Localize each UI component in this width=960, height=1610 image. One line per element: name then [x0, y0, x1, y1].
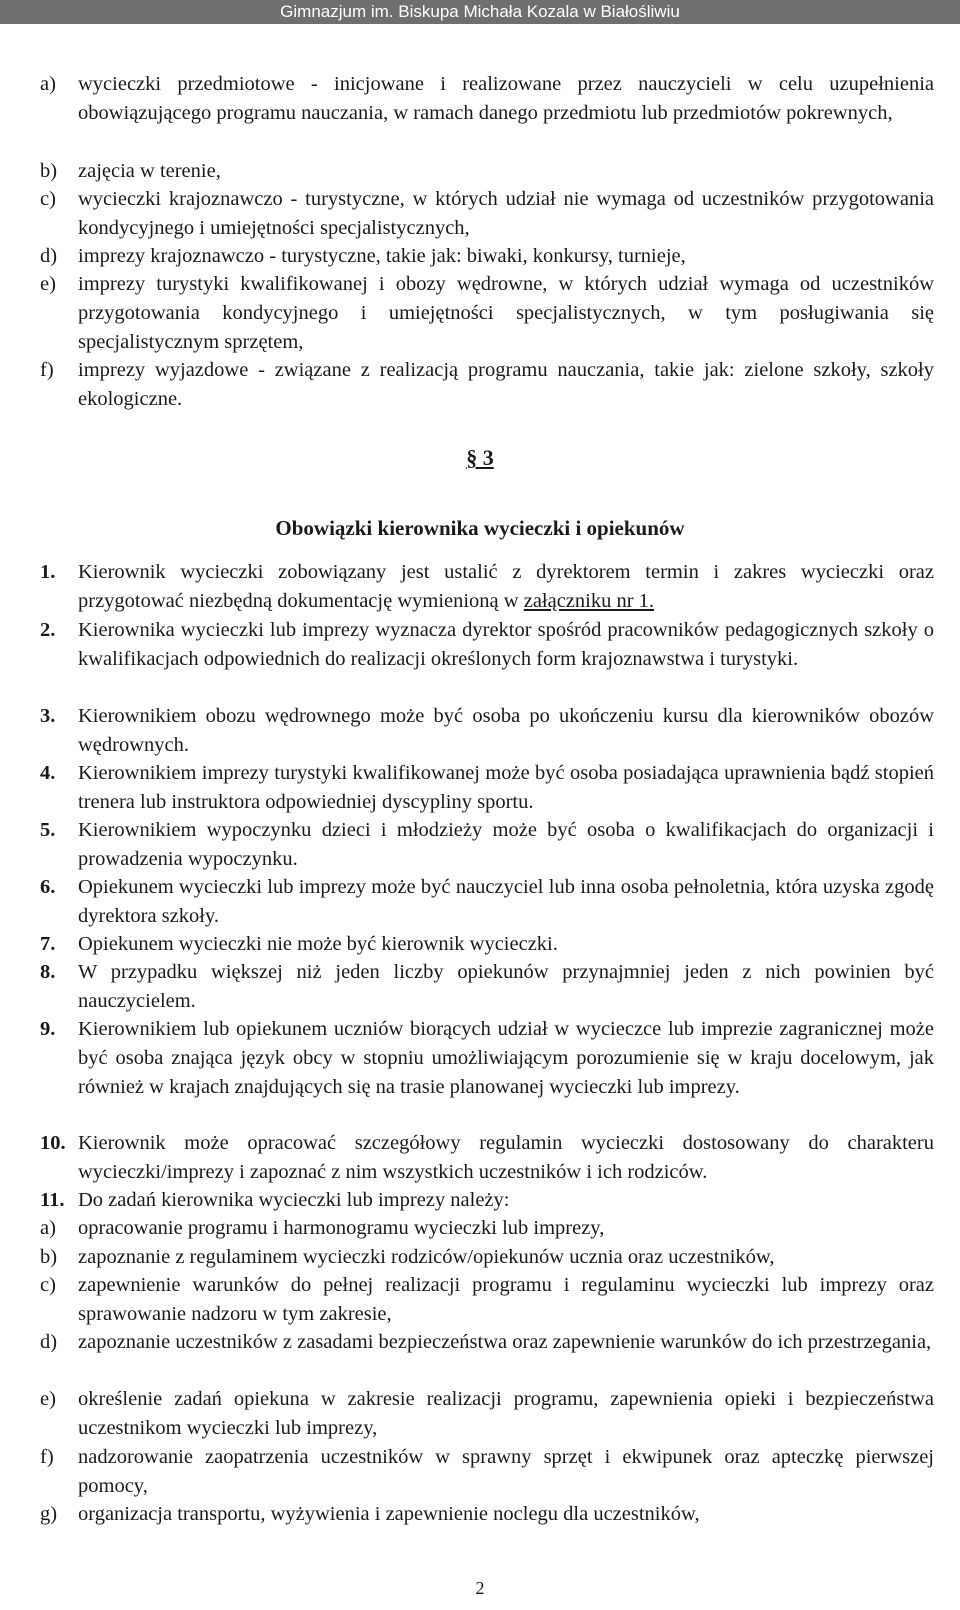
numbered-item: [40, 873, 934, 931]
numbered-item-label: 10.: [40, 1132, 66, 1154]
list-item-label: e): [40, 273, 56, 295]
list-item: [40, 242, 934, 271]
numbered-item-text: Kierownikiem wypoczynku dzieci i młodzieży może być osoba o kwalifikacjach do organizacji i prowadzenia wypoczynku.: [78, 819, 934, 870]
numbered-item-label: 4.: [40, 762, 56, 784]
numbered-item-text: Kierownikiem obozu wędrownego może być osoba po ukończeniu kursu dla kierowników obozów wędrownych.: [78, 705, 934, 756]
numbered-item-text: Opiekunem wycieczki nie może być kierownik wycieczki.: [78, 933, 558, 955]
list-item: [40, 185, 934, 243]
section-title: Obowiązki kierownika wycieczki i opiekunów: [275, 516, 685, 540]
duty-item: [40, 1443, 934, 1501]
numbered-item: [40, 616, 934, 674]
duty-item-text: opracowanie programu i harmonogramu wycieczki lub imprezy,: [78, 1217, 605, 1239]
list-item-label: b): [40, 160, 58, 182]
numbered-item-text: Kierownikiem lub opiekunem uczniów biorących udział w wycieczce lub imprezie zagranicznej może być osoba znająca język obcy w stopniu umożliwiającym porozumienie się w kraju docelowym, jak również w krajach znajdujących się na trasie planowanej wycieczki lub imprezy.: [78, 1018, 934, 1098]
numbered-item: [40, 702, 934, 760]
list-item-text: imprezy wyjazdowe - związane z realizacją programu nauczania, takie jak: zielone szkoły, szkoły ekologiczne.: [78, 359, 934, 410]
numbered-item-text: Do zadań kierownika wycieczki lub imprezy należy:: [78, 1189, 510, 1211]
duty-item-label: a): [40, 1217, 56, 1239]
numbered-item-label: 8.: [40, 961, 56, 983]
duty-item: [40, 1328, 934, 1357]
numbered-item: [40, 816, 934, 874]
duty-item-text: organizacja transportu, wyżywienia i zapewnienie noclegu dla uczestników,: [78, 1503, 700, 1525]
duty-item-label: c): [40, 1274, 56, 1296]
page-number: 2: [475, 1578, 485, 1598]
numbered-item-text-body: Kierownik wycieczki zobowiązany jest ustalić z dyrektorem termin i zakres wycieczki oraz przygotować niezbędną dokumentację wymienioną w: [78, 561, 934, 612]
section-number: § 3: [466, 445, 494, 470]
duty-item-label: d): [40, 1331, 58, 1353]
numbered-item: [40, 1129, 934, 1187]
duty-item: [40, 1385, 934, 1443]
numbered-item-label: 6.: [40, 876, 56, 898]
numbered-item-text: W przypadku większej niż jeden liczby opiekunów przynajmniej jeden z nich powinien być nauczycielem.: [78, 961, 934, 1012]
numbered-item-text: [40, 558, 934, 616]
list-item-label: a): [40, 73, 56, 95]
list-item-text: imprezy krajoznawczo - turystyczne, takie jak: biwaki, konkursy, turnieje,: [78, 245, 686, 267]
numbered-item-label: 11.: [40, 1189, 65, 1211]
list-item-label: f): [40, 359, 54, 381]
page-header: Gimnazjum im. Biskupa Michała Kozala w Białośliwiu: [0, 0, 960, 24]
list-item-text: wycieczki krajoznawczo - turystyczne, w których udział nie wymaga od uczestników przygotowania kondycyjnego i umiejętności specjalistycznych,: [78, 188, 934, 239]
numbered-item: [40, 558, 934, 616]
list-item: [40, 270, 934, 357]
duty-item-text: zapewnienie warunków do pełnej realizacji programu i regulaminu wycieczki lub imprezy oraz sprawowanie nadzoru w tym zakresie,: [78, 1274, 934, 1325]
numbered-item-text: Opiekunem wycieczki lub imprezy może być nauczyciel lub inna osoba pełnoletnia, która uzyska zgodę dyrektora szkoły.: [78, 876, 934, 927]
numbered-item-label: 7.: [40, 933, 56, 955]
list-item-text: zajęcia w terenie,: [78, 160, 221, 182]
list-item-text: imprezy turystyki kwalifikowanej i obozy wędrowne, w których udział wymaga od uczestników przygotowania kondycyjnego i umiejętności specjalistycznych, w tym posługiwania się specjalistycznym sprzętem,: [78, 273, 934, 353]
duty-item-text: nadzorowanie zaopatrzenia uczestników w sprawny sprzęt i ekwipunek oraz apteczkę pierwszej pomocy,: [78, 1446, 934, 1497]
duty-item: [40, 1500, 934, 1529]
duty-item-label: g): [40, 1503, 58, 1525]
numbered-item-text: Kierownika wycieczki lub imprezy wyznacza dyrektor spośród pracowników pedagogicznych szkoły o kwalifikacjach odpowiednich do realizacji określonych form krajoznawstwa i turystyki.: [78, 619, 934, 670]
duty-item-label: e): [40, 1388, 56, 1410]
duty-item-label: b): [40, 1246, 58, 1268]
duty-item-text: określenie zadań opiekuna w zakresie realizacji programu, zapewnienia opieki i bezpieczeństwa uczestnikom wycieczki lub imprezy,: [78, 1388, 934, 1439]
numbered-item-label: 3.: [40, 705, 56, 727]
duty-item-text: zapoznanie uczestników z zasadami bezpieczeństwa oraz zapewnienie warunków do ich przestrzegania,: [78, 1331, 932, 1353]
numbered-item: [40, 1015, 934, 1102]
list-item-label: d): [40, 245, 58, 267]
numbered-item: [40, 759, 934, 817]
list-item: [40, 157, 934, 186]
numbered-item-text: Kierownikiem imprezy turystyki kwalifikowanej może być osoba posiadająca uprawnienia bądź stopień trenera lub instruktora odpowiedniej dyscypliny sportu.: [78, 762, 934, 813]
list-item: [40, 70, 934, 128]
attachment-link[interactable]: załączniku nr 1.: [523, 590, 655, 612]
duty-item: [40, 1271, 934, 1329]
list-item: [40, 356, 934, 414]
list-item-text: wycieczki przedmiotowe - inicjowane i realizowane przez nauczycieli w celu uzupełnienia obowiązującego programu nauczania, w ramach danego przedmiotu lub przedmiotów pokrewnych,: [78, 73, 934, 124]
numbered-item-label: 2.: [40, 619, 56, 641]
duty-item-label: f): [40, 1446, 54, 1468]
duty-item: [40, 1214, 934, 1243]
list-item-label: c): [40, 188, 56, 210]
duty-item: [40, 1243, 934, 1272]
numbered-item-label: 9.: [40, 1018, 56, 1040]
numbered-item-text: Kierownik może opracować szczegółowy regulamin wycieczki dostosowany do charakteru wycieczki/imprezy i zapoznać z nim wszystkich uczestników i ich rodziców.: [78, 1132, 934, 1183]
numbered-item-label: 1.: [40, 561, 56, 583]
numbered-item: [40, 1186, 934, 1215]
numbered-item-label: 5.: [40, 819, 56, 841]
duty-item-text: zapoznanie z regulaminem wycieczki rodziców/opiekunów ucznia oraz uczestników,: [78, 1246, 775, 1268]
numbered-item: [40, 930, 934, 959]
numbered-item: [40, 958, 934, 1016]
